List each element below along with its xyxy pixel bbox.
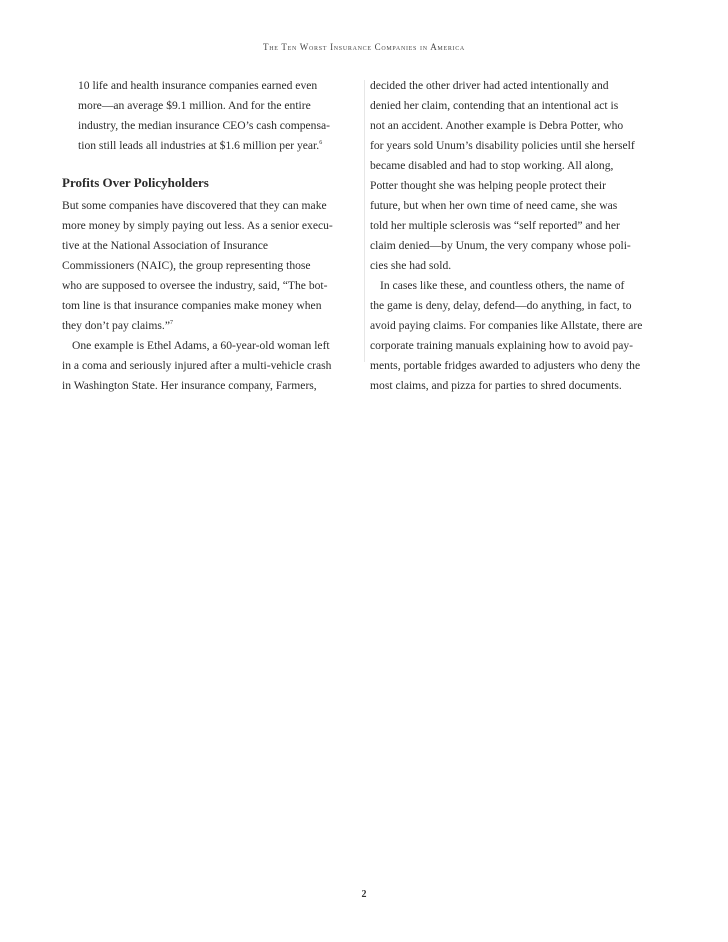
paragraph-profits [62,196,358,336]
body-line: cies she had sold. [370,259,452,272]
page-number: 2 [361,889,367,900]
body-line: in a coma and seriously injured after a multi-vehicle crash [62,359,332,372]
intro-line-last [78,136,358,156]
body-line-last [62,316,358,336]
body-line: claim denied—by Unum, the very company whose poli- [370,239,631,252]
body-line: tom line is that insurance companies make money when [62,299,322,312]
body-line: Commissioners (NAIC), the group representing those [62,259,311,272]
running-head: The Ten Worst Insurance Companies in America [263,42,465,52]
intro-line: 10 life and health insurance companies earned even [78,79,318,92]
body-line: tive at the National Association of Insurance [62,239,269,252]
left-column [62,76,358,396]
intro-paragraph [62,76,358,156]
body-line: denied her claim, contending that an intentional act is [370,99,619,112]
body-line: corporate training manuals explaining how to avoid pay- [370,339,634,352]
body-line: more money by simply paying out less. As a senior execu- [62,219,333,232]
section-heading: Profits Over Policyholders [62,175,209,190]
paragraph-continued [370,76,670,276]
body-line: most claims, and pizza for parties to shred documents. [370,379,622,392]
right-column [370,76,670,396]
footnote-marker-6: 6 [319,140,323,146]
body-line: became disabled and had to stop working. All along, [370,159,614,172]
body-line: But some companies have discovered that they can make [62,199,327,212]
body-line: for years sold Unum’s disability policies until she herself [370,139,635,152]
body-line: decided the other driver had acted intentionally and [370,79,609,92]
body-line-text: they don’t pay claims.” [62,319,170,332]
body-line: not an accident. Another example is Debra Potter, who [370,119,624,132]
body-line: One example is Ethel Adams, a 60-year-old woman left [72,339,330,352]
body-line: future, but when her own time of need came, she was [370,199,618,212]
body-line: the game is deny, delay, defend—do anything, in fact, to [370,299,632,312]
intro-line: more—an average $9.1 million. And for the entire [78,99,311,112]
body-line: ments, portable fridges awarded to adjusters who deny the [370,359,641,372]
intro-line-text: tion still leads all industries at $1.6 million per year. [78,139,320,152]
paragraph-deny-delay-defend [370,276,670,396]
body-line: avoid paying claims. For companies like Allstate, there are [370,319,643,332]
body-line: In cases like these, and countless others, the name of [380,279,625,292]
intro-line: industry, the median insurance CEO’s cash compensa- [78,119,330,132]
body-line: Potter thought she was helping people protect their [370,179,607,192]
body-line: told her multiple sclerosis was “self reported” and her [370,219,620,232]
paragraph-ethel-adams [62,336,358,396]
body-line: who are supposed to oversee the industry, said, “The bot- [62,279,328,292]
footnote-marker-7: 7 [169,320,173,326]
body-line: in Washington State. Her insurance company, Farmers, [62,379,317,392]
column-divider [364,80,365,362]
